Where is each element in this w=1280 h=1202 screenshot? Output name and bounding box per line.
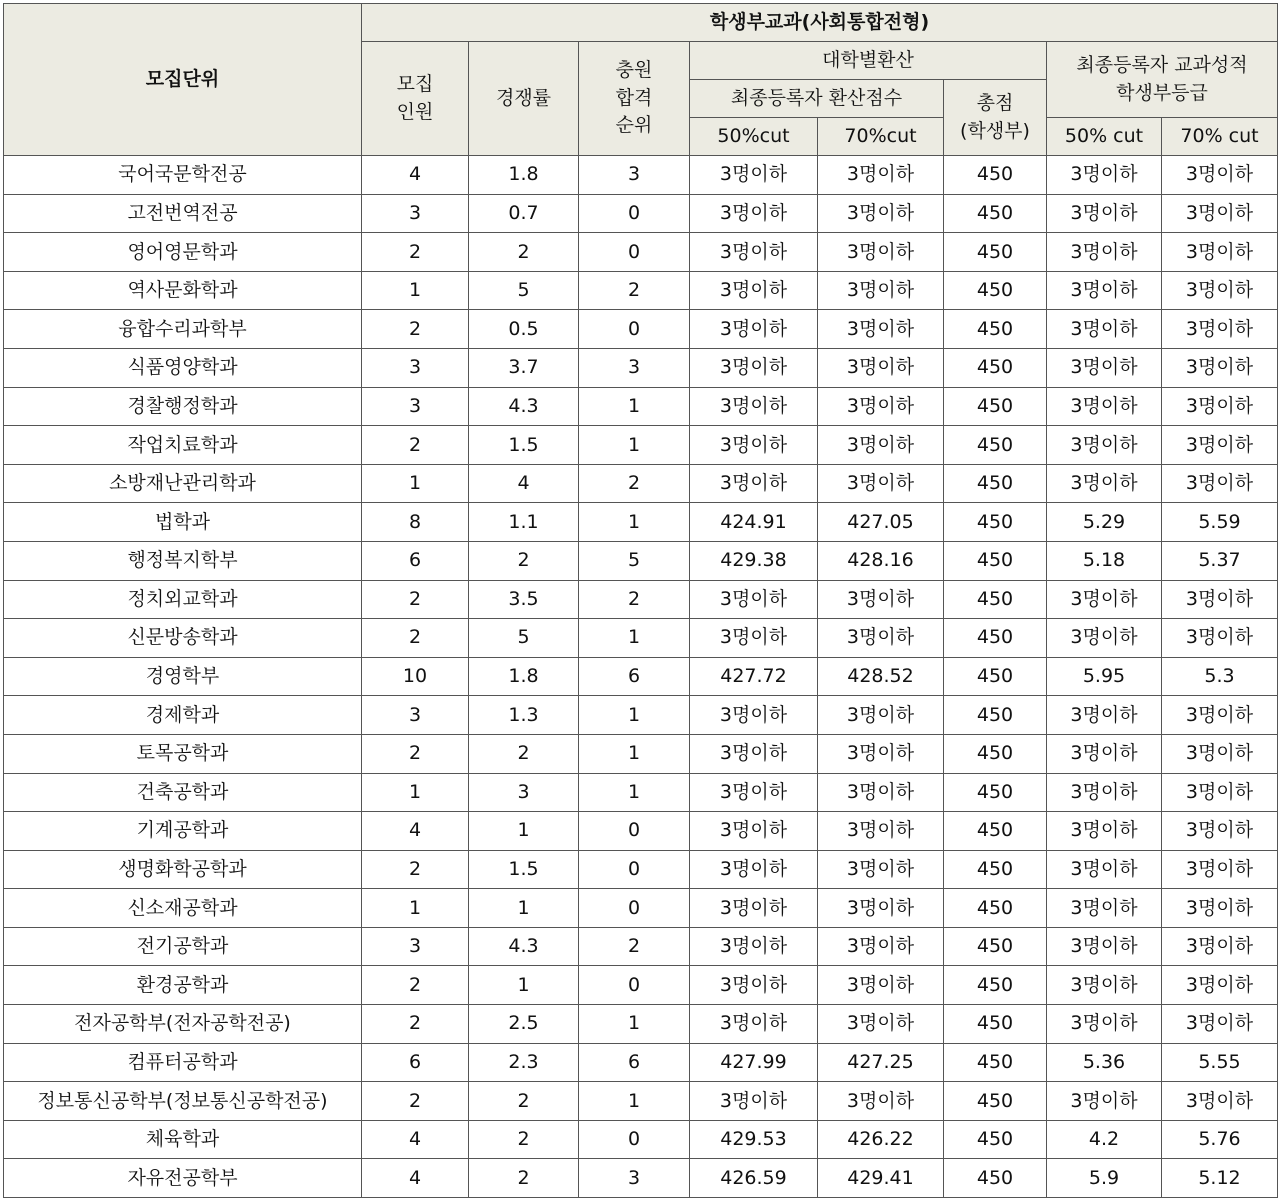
cell-score-70: 428.52 <box>818 657 944 696</box>
cell-grade-70: 3명이하 <box>1162 310 1278 349</box>
cell-quota: 4 <box>362 1159 469 1198</box>
table-row <box>4 1005 1278 1044</box>
cell-score-50: 3명이하 <box>690 387 818 426</box>
cell-waitlist: 3 <box>579 348 690 387</box>
cell-grade-50: 3명이하 <box>1047 310 1162 349</box>
cell-competition: 4.3 <box>469 387 579 426</box>
cell-score-70: 3명이하 <box>818 1082 944 1121</box>
cell-unit: 영어영문학과 <box>4 233 362 272</box>
cell-grade-70: 3명이하 <box>1162 734 1278 773</box>
cell-score-50: 3명이하 <box>690 619 818 658</box>
cell-score-50: 3명이하 <box>690 773 818 812</box>
cell-unit: 경제학과 <box>4 696 362 735</box>
cell-unit: 식품영양학과 <box>4 348 362 387</box>
table-row <box>4 812 1278 851</box>
header-total-score: 총점 (학생부) <box>944 80 1047 156</box>
cell-competition: 2 <box>469 541 579 580</box>
table-row <box>4 734 1278 773</box>
cell-total: 450 <box>944 812 1047 851</box>
table-row <box>4 194 1278 233</box>
cell-quota: 3 <box>362 194 469 233</box>
cell-quota: 1 <box>362 271 469 310</box>
header-admission-type: 학생부교과(사회통합전형) <box>362 4 1278 42</box>
cell-score-50: 429.53 <box>690 1120 818 1159</box>
cell-waitlist: 1 <box>579 387 690 426</box>
cell-competition: 1.8 <box>469 657 579 696</box>
cell-score-70: 3명이하 <box>818 773 944 812</box>
cell-waitlist: 6 <box>579 657 690 696</box>
cell-grade-50: 3명이하 <box>1047 696 1162 735</box>
cell-grade-50: 3명이하 <box>1047 580 1162 619</box>
cell-total: 450 <box>944 889 1047 928</box>
table-row <box>4 773 1278 812</box>
cell-score-50: 427.72 <box>690 657 818 696</box>
cell-grade-70: 3명이하 <box>1162 696 1278 735</box>
table-row <box>4 580 1278 619</box>
cell-grade-70: 3명이하 <box>1162 580 1278 619</box>
cell-unit: 역사문화학과 <box>4 271 362 310</box>
cell-grade-70: 3명이하 <box>1162 271 1278 310</box>
cell-score-70: 3명이하 <box>818 734 944 773</box>
cell-unit: 융합수리과학부 <box>4 310 362 349</box>
cell-grade-50: 3명이하 <box>1047 464 1162 503</box>
cell-competition: 0.5 <box>469 310 579 349</box>
cell-score-50: 3명이하 <box>690 850 818 889</box>
cell-competition: 2 <box>469 233 579 272</box>
cell-total: 450 <box>944 464 1047 503</box>
cell-unit: 전자공학부(전자공학전공) <box>4 1005 362 1044</box>
cell-total: 450 <box>944 966 1047 1005</box>
cell-score-50: 3명이하 <box>690 233 818 272</box>
cell-competition: 4.3 <box>469 927 579 966</box>
cell-waitlist: 1 <box>579 734 690 773</box>
table-row <box>4 696 1278 735</box>
cell-grade-50: 3명이하 <box>1047 1082 1162 1121</box>
cell-score-70: 3명이하 <box>818 194 944 233</box>
cell-score-50: 3명이하 <box>690 426 818 465</box>
cell-total: 450 <box>944 1005 1047 1044</box>
cell-score-70: 3명이하 <box>818 850 944 889</box>
cell-unit: 정보통신공학부(정보통신공학전공) <box>4 1082 362 1121</box>
cell-waitlist: 1 <box>579 503 690 542</box>
cell-grade-70: 5.37 <box>1162 541 1278 580</box>
cell-unit: 토목공학과 <box>4 734 362 773</box>
cell-grade-50: 5.29 <box>1047 503 1162 542</box>
cell-waitlist: 1 <box>579 1005 690 1044</box>
cell-waitlist: 0 <box>579 966 690 1005</box>
cell-score-70: 427.25 <box>818 1043 944 1082</box>
cell-score-70: 3명이하 <box>818 889 944 928</box>
cell-total: 450 <box>944 503 1047 542</box>
cell-quota: 1 <box>362 889 469 928</box>
cell-grade-70: 3명이하 <box>1162 1005 1278 1044</box>
cell-score-50: 3명이하 <box>690 580 818 619</box>
cell-score-70: 3명이하 <box>818 1005 944 1044</box>
cell-score-50: 3명이하 <box>690 966 818 1005</box>
cell-competition: 1 <box>469 889 579 928</box>
cell-waitlist: 2 <box>579 271 690 310</box>
cell-score-70: 3명이하 <box>818 387 944 426</box>
cell-grade-70: 3명이하 <box>1162 1082 1278 1121</box>
cell-score-70: 3명이하 <box>818 271 944 310</box>
cell-competition: 1.5 <box>469 426 579 465</box>
cell-grade-70: 3명이하 <box>1162 387 1278 426</box>
cell-grade-50: 3명이하 <box>1047 850 1162 889</box>
cell-unit: 작업치료학과 <box>4 426 362 465</box>
cell-score-70: 3명이하 <box>818 580 944 619</box>
cell-total: 450 <box>944 426 1047 465</box>
cell-competition: 0.7 <box>469 194 579 233</box>
cell-grade-50: 5.9 <box>1047 1159 1162 1198</box>
cell-grade-50: 3명이하 <box>1047 889 1162 928</box>
cell-competition: 4 <box>469 464 579 503</box>
cell-quota: 2 <box>362 850 469 889</box>
cell-score-50: 3명이하 <box>690 194 818 233</box>
cell-score-50: 427.99 <box>690 1043 818 1082</box>
cell-score-50: 424.91 <box>690 503 818 542</box>
cell-quota: 2 <box>362 966 469 1005</box>
cell-competition: 5 <box>469 271 579 310</box>
cell-total: 450 <box>944 657 1047 696</box>
cell-grade-70: 3명이하 <box>1162 966 1278 1005</box>
table-row <box>4 1120 1278 1159</box>
cell-quota: 3 <box>362 927 469 966</box>
cell-score-50: 3명이하 <box>690 464 818 503</box>
cell-score-50: 426.59 <box>690 1159 818 1198</box>
cell-grade-50: 3명이하 <box>1047 271 1162 310</box>
cell-grade-70: 3명이하 <box>1162 156 1278 195</box>
cell-waitlist: 6 <box>579 1043 690 1082</box>
cell-score-70: 3명이하 <box>818 812 944 851</box>
cell-score-50: 3명이하 <box>690 889 818 928</box>
cell-unit: 정치외교학과 <box>4 580 362 619</box>
table-row <box>4 889 1278 928</box>
table-row <box>4 1082 1278 1121</box>
cell-unit: 법학과 <box>4 503 362 542</box>
cell-score-70: 3명이하 <box>818 966 944 1005</box>
cell-competition: 1.3 <box>469 696 579 735</box>
cell-quota: 4 <box>362 156 469 195</box>
header-quota: 모집 인원 <box>362 42 469 156</box>
cell-grade-50: 3명이하 <box>1047 927 1162 966</box>
cell-score-70: 426.22 <box>818 1120 944 1159</box>
cell-score-50: 3명이하 <box>690 812 818 851</box>
cell-grade-70: 3명이하 <box>1162 426 1278 465</box>
cell-total: 450 <box>944 773 1047 812</box>
cell-total: 450 <box>944 696 1047 735</box>
cell-grade-50: 5.18 <box>1047 541 1162 580</box>
cell-grade-50: 3명이하 <box>1047 156 1162 195</box>
table-body <box>4 156 1278 1198</box>
cell-score-50: 429.38 <box>690 541 818 580</box>
cell-waitlist: 2 <box>579 580 690 619</box>
cell-score-50: 3명이하 <box>690 1082 818 1121</box>
table-row <box>4 426 1278 465</box>
cell-competition: 2 <box>469 734 579 773</box>
cell-grade-70: 3명이하 <box>1162 194 1278 233</box>
cell-grade-70: 3명이하 <box>1162 927 1278 966</box>
header-grade-cut-50: 50% cut <box>1047 118 1162 156</box>
cell-score-50: 3명이하 <box>690 348 818 387</box>
cell-grade-70: 5.12 <box>1162 1159 1278 1198</box>
cell-competition: 2 <box>469 1082 579 1121</box>
cell-score-50: 3명이하 <box>690 696 818 735</box>
cell-quota: 2 <box>362 619 469 658</box>
cell-unit: 생명화학공학과 <box>4 850 362 889</box>
table-row <box>4 233 1278 272</box>
cell-unit: 체육학과 <box>4 1120 362 1159</box>
cell-unit: 소방재난관리학과 <box>4 464 362 503</box>
header-grade-cut-70: 70% cut <box>1162 118 1278 156</box>
cell-score-70: 3명이하 <box>818 156 944 195</box>
cell-unit: 행정복지학부 <box>4 541 362 580</box>
table-row <box>4 1159 1278 1198</box>
cell-grade-50: 3명이하 <box>1047 426 1162 465</box>
cell-grade-50: 3명이하 <box>1047 1005 1162 1044</box>
cell-score-50: 3명이하 <box>690 1005 818 1044</box>
cell-unit: 전기공학과 <box>4 927 362 966</box>
cell-waitlist: 3 <box>579 156 690 195</box>
table-row <box>4 966 1278 1005</box>
table-row <box>4 310 1278 349</box>
cell-grade-70: 3명이하 <box>1162 889 1278 928</box>
cell-unit: 컴퓨터공학과 <box>4 1043 362 1082</box>
cell-score-70: 3명이하 <box>818 233 944 272</box>
cell-grade-50: 3명이하 <box>1047 194 1162 233</box>
cell-score-70: 3명이하 <box>818 426 944 465</box>
cell-competition: 2.5 <box>469 1005 579 1044</box>
cell-quota: 4 <box>362 1120 469 1159</box>
cell-quota: 6 <box>362 541 469 580</box>
cell-total: 450 <box>944 927 1047 966</box>
table-row <box>4 348 1278 387</box>
cell-grade-50: 5.95 <box>1047 657 1162 696</box>
cell-total: 450 <box>944 233 1047 272</box>
cell-total: 450 <box>944 1159 1047 1198</box>
table-row <box>4 503 1278 542</box>
cell-grade-50: 3명이하 <box>1047 773 1162 812</box>
cell-quota: 4 <box>362 812 469 851</box>
cell-unit: 경찰행정학과 <box>4 387 362 426</box>
cell-score-50: 3명이하 <box>690 734 818 773</box>
cell-grade-50: 3명이하 <box>1047 812 1162 851</box>
cell-competition: 1.1 <box>469 503 579 542</box>
cell-score-70: 3명이하 <box>818 927 944 966</box>
cell-grade-50: 3명이하 <box>1047 734 1162 773</box>
cell-waitlist: 0 <box>579 310 690 349</box>
cell-quota: 3 <box>362 696 469 735</box>
cell-waitlist: 0 <box>579 233 690 272</box>
cell-grade-50: 3명이하 <box>1047 387 1162 426</box>
cell-competition: 1 <box>469 966 579 1005</box>
cell-score-70: 3명이하 <box>818 696 944 735</box>
table-row <box>4 541 1278 580</box>
cell-waitlist: 1 <box>579 619 690 658</box>
cell-total: 450 <box>944 387 1047 426</box>
cell-competition: 2 <box>469 1120 579 1159</box>
cell-quota: 10 <box>362 657 469 696</box>
header-score-cut-50: 50%cut <box>690 118 818 156</box>
header-score-cut-70: 70%cut <box>818 118 944 156</box>
cell-waitlist: 1 <box>579 696 690 735</box>
cell-waitlist: 3 <box>579 1159 690 1198</box>
cell-waitlist: 2 <box>579 927 690 966</box>
cell-waitlist: 0 <box>579 812 690 851</box>
cell-total: 450 <box>944 580 1047 619</box>
cell-quota: 1 <box>362 773 469 812</box>
cell-grade-50: 3명이하 <box>1047 966 1162 1005</box>
cell-total: 450 <box>944 734 1047 773</box>
cell-unit: 경영학부 <box>4 657 362 696</box>
cell-grade-70: 3명이하 <box>1162 850 1278 889</box>
cell-grade-50: 3명이하 <box>1047 348 1162 387</box>
cell-quota: 3 <box>362 348 469 387</box>
header-waitlist-rank: 충원 합격 순위 <box>579 42 690 156</box>
cell-waitlist: 5 <box>579 541 690 580</box>
cell-score-70: 429.41 <box>818 1159 944 1198</box>
cell-quota: 2 <box>362 310 469 349</box>
cell-total: 450 <box>944 348 1047 387</box>
cell-quota: 2 <box>362 1082 469 1121</box>
cell-unit: 기계공학과 <box>4 812 362 851</box>
cell-grade-70: 3명이하 <box>1162 773 1278 812</box>
cell-grade-50: 3명이하 <box>1047 619 1162 658</box>
table-row <box>4 927 1278 966</box>
cell-grade-70: 3명이하 <box>1162 348 1278 387</box>
cell-total: 450 <box>944 541 1047 580</box>
cell-unit: 국어국문학전공 <box>4 156 362 195</box>
cell-grade-70: 5.3 <box>1162 657 1278 696</box>
cell-quota: 2 <box>362 734 469 773</box>
cell-score-70: 3명이하 <box>818 348 944 387</box>
cell-quota: 2 <box>362 426 469 465</box>
cell-total: 450 <box>944 310 1047 349</box>
table-row <box>4 156 1278 195</box>
cell-grade-70: 5.55 <box>1162 1043 1278 1082</box>
table-row <box>4 657 1278 696</box>
cell-competition: 3 <box>469 773 579 812</box>
cell-score-70: 428.16 <box>818 541 944 580</box>
cell-competition: 1.5 <box>469 850 579 889</box>
cell-waitlist: 0 <box>579 850 690 889</box>
header-final-grade: 최종등록자 교과성적 학생부등급 <box>1047 42 1278 118</box>
cell-total: 450 <box>944 1120 1047 1159</box>
cell-waitlist: 2 <box>579 464 690 503</box>
header-recruit-unit: 모집단위 <box>4 4 362 156</box>
cell-competition: 1.8 <box>469 156 579 195</box>
table-row <box>4 619 1278 658</box>
header-final-converted-score: 최종등록자 환산점수 <box>690 80 944 118</box>
cell-grade-70: 5.59 <box>1162 503 1278 542</box>
cell-total: 450 <box>944 194 1047 233</box>
cell-competition: 3.5 <box>469 580 579 619</box>
header-competition-rate: 경쟁률 <box>469 42 579 156</box>
cell-waitlist: 1 <box>579 426 690 465</box>
cell-competition: 2.3 <box>469 1043 579 1082</box>
cell-grade-50: 4.2 <box>1047 1120 1162 1159</box>
cell-score-50: 3명이하 <box>690 156 818 195</box>
cell-score-70: 3명이하 <box>818 619 944 658</box>
cell-grade-70: 3명이하 <box>1162 812 1278 851</box>
cell-total: 450 <box>944 1043 1047 1082</box>
cell-quota: 1 <box>362 464 469 503</box>
cell-quota: 3 <box>362 387 469 426</box>
cell-competition: 5 <box>469 619 579 658</box>
cell-waitlist: 0 <box>579 1120 690 1159</box>
cell-grade-50: 3명이하 <box>1047 233 1162 272</box>
cell-waitlist: 0 <box>579 194 690 233</box>
table-row <box>4 464 1278 503</box>
cell-total: 450 <box>944 619 1047 658</box>
table-header <box>4 4 1278 156</box>
table-row <box>4 387 1278 426</box>
cell-unit: 신소재공학과 <box>4 889 362 928</box>
cell-quota: 6 <box>362 1043 469 1082</box>
cell-waitlist: 1 <box>579 1082 690 1121</box>
cell-score-50: 3명이하 <box>690 271 818 310</box>
cell-grade-70: 3명이하 <box>1162 464 1278 503</box>
cell-unit: 고전번역전공 <box>4 194 362 233</box>
cell-grade-70: 3명이하 <box>1162 233 1278 272</box>
cell-quota: 2 <box>362 580 469 619</box>
cell-unit: 환경공학과 <box>4 966 362 1005</box>
cell-score-50: 3명이하 <box>690 310 818 349</box>
cell-quota: 2 <box>362 1005 469 1044</box>
cell-unit: 자유전공학부 <box>4 1159 362 1198</box>
cell-competition: 1 <box>469 812 579 851</box>
cell-unit: 건축공학과 <box>4 773 362 812</box>
cell-grade-70: 5.76 <box>1162 1120 1278 1159</box>
cell-score-70: 3명이하 <box>818 464 944 503</box>
header-university-conversion: 대학별환산 <box>690 42 1047 80</box>
table-row <box>4 1043 1278 1082</box>
cell-quota: 8 <box>362 503 469 542</box>
cell-waitlist: 0 <box>579 889 690 928</box>
cell-unit: 신문방송학과 <box>4 619 362 658</box>
cell-quota: 2 <box>362 233 469 272</box>
cell-competition: 3.7 <box>469 348 579 387</box>
cell-waitlist: 1 <box>579 773 690 812</box>
cell-total: 450 <box>944 156 1047 195</box>
cell-score-50: 3명이하 <box>690 927 818 966</box>
cell-total: 450 <box>944 850 1047 889</box>
cell-score-70: 427.05 <box>818 503 944 542</box>
cell-total: 450 <box>944 1082 1047 1121</box>
table-row <box>4 850 1278 889</box>
cell-grade-70: 3명이하 <box>1162 619 1278 658</box>
cell-grade-50: 5.36 <box>1047 1043 1162 1082</box>
cell-score-70: 3명이하 <box>818 310 944 349</box>
cell-competition: 2 <box>469 1159 579 1198</box>
table-row <box>4 271 1278 310</box>
admission-results-table <box>3 3 1278 1198</box>
cell-total: 450 <box>944 271 1047 310</box>
